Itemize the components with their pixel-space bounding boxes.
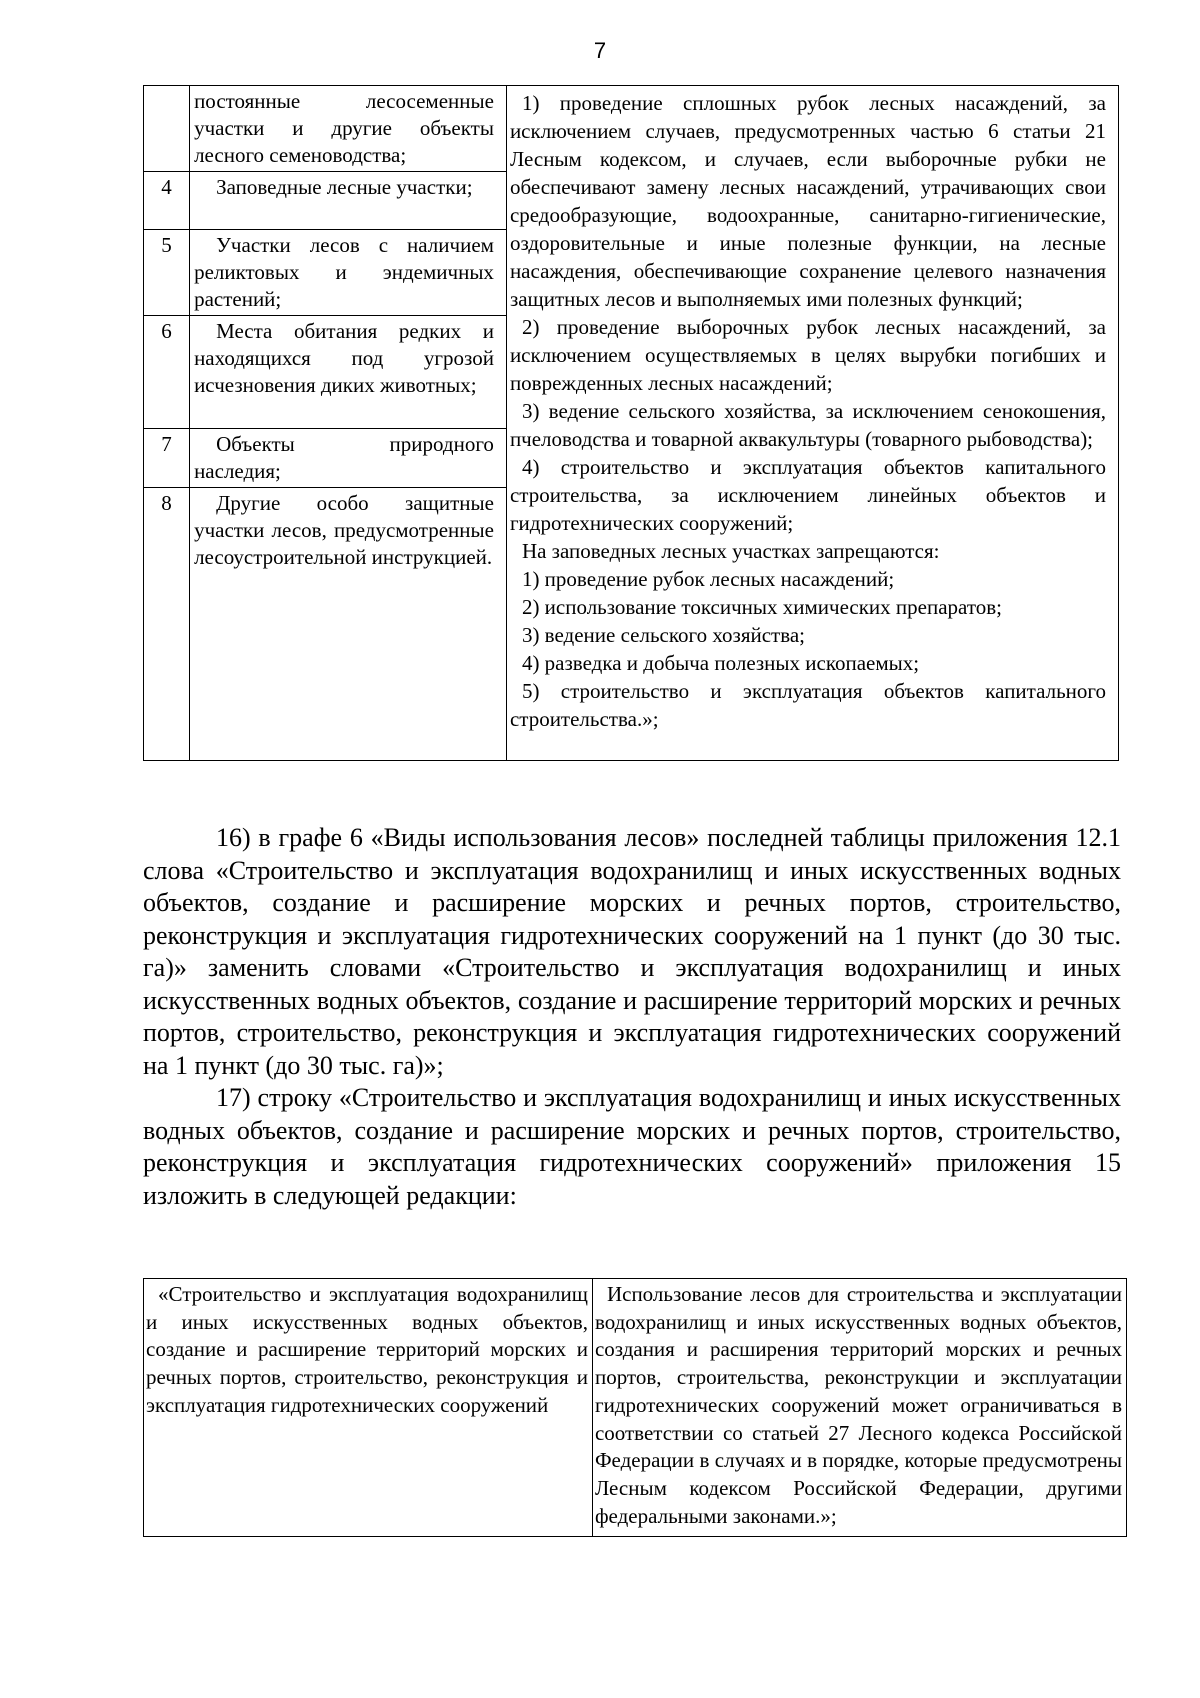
row-number: 4 xyxy=(144,172,190,230)
restriction-item: 4) строительство и эксплуатация объектов капитального строительства, за исключением линейных объектов и гидротехнических сооружений; xyxy=(509,455,1106,535)
object-cell: Заповедные лесные участки; xyxy=(190,172,507,230)
forest-objects-table xyxy=(143,85,1119,761)
paragraph-16: 16) в графе 6 «Виды использования лесов» последней таблицы приложения 12.1 слова «Строительство и эксплуатация водохранилищ и иных искусственных водных объектов, создание и расширение морских и речных портов, строительство, реконструкция и эксплуатация гидротехнических сооружений на 1 пункт (до 30 тыс. га)» заменить словами «Строительство и эксплуатация водохранилищ и иных искусственных водных объектов, создание и расширение территорий морских и речных портов, строительство, реконструкция и эксплуатация гидротехнических сооружений на 1 пункт (до 30 тыс. га)»; xyxy=(143,823,1121,1080)
restriction-item: 3) ведение сельского хозяйства; xyxy=(521,623,806,647)
restriction-item: 1) проведение рубок лесных насаждений; xyxy=(521,567,895,591)
restriction-item: 2) проведение выборочных рубок лесных насаждений, за исключением осуществляемых в целях вырубки погибших и поврежденных лесных насаждений; xyxy=(509,315,1106,395)
object-cell: постоянные лесосеменные участки и другие объекты лесного семеноводства; xyxy=(190,86,507,172)
table-row xyxy=(144,1279,1127,1537)
restrictions-cell xyxy=(506,86,1118,761)
amendment-text xyxy=(143,822,1121,1212)
restriction-item: 3) ведение сельского хозяйства, за исключением сенокошения, пчеловодства и товарной аквакультуры (товарного рыбоводства); xyxy=(509,399,1106,451)
row-number xyxy=(144,86,190,172)
row-number: 5 xyxy=(144,230,190,316)
row-number: 7 xyxy=(144,429,190,488)
object-cell: Места обитания редких и находящихся под угрозой исчезновения диких животных; xyxy=(190,316,507,429)
restriction-description-cell: Использование лесов для строительства и эксплуатации водохранилищ и иных искусственных водных объектов, создания и расширения территорий морских и речных портов, строительства, реконструкции и эксплуатации гидротехнических сооружений может ограничиваться в соответствии со статьей 27 Лесного кодекса Российской Федерации в случаях и в порядке, которые предусмотрены Лесным кодексом Российской Федерации, другими федеральными законами.»; xyxy=(592,1279,1126,1537)
object-cell: Другие особо защитные участки лесов, предусмотренные лесоустроительной инструкцией. xyxy=(190,488,507,761)
object-cell: Объекты природного наследия; xyxy=(190,429,507,488)
restriction-item: 5) строительство и эксплуатация объектов капитального строительства.»; xyxy=(509,679,1106,731)
row-number: 8 xyxy=(144,488,190,761)
restriction-item: 1) проведение сплошных рубок лесных насаждений, за исключением случаев, предусмотренных частью 6 статьи 21 Лесным кодексом, и случаев, если выборочные рубки не обеспечивают замену лесных насаждений, утрачивающих свои средообразующие, водоохранные, санитарно-гигиенические, оздоровительные и иные полезные функции, на лесные насаждения, обеспечивающие сохранение целевого назначения защитных лесов и выполняемых ими полезных функций; xyxy=(509,91,1106,311)
restriction-heading: На заповедных лесных участках запрещаются: xyxy=(521,539,940,563)
activity-cell: «Строительство и эксплуатация водохранилищ и иных искусственных водных объектов, создание и расширение территорий морских и речных портов, строительство, реконструкция и эксплуатация гидротехнических сооружений xyxy=(144,1279,593,1537)
object-cell: Участки лесов с наличием реликтовых и эндемичных растений; xyxy=(190,230,507,316)
page-number: 7 xyxy=(593,38,607,63)
paragraph-17: 17) строку «Строительство и эксплуатация водохранилищ и иных искусственных водных объектов, создание и расширение морских и речных портов, строительство, реконструкция и эксплуатация гидротехнических сооружений» приложения 15 изложить в следующей редакции: xyxy=(143,1083,1121,1210)
restriction-item: 4) разведка и добыча полезных ископаемых; xyxy=(521,651,920,675)
table-row xyxy=(144,86,1119,172)
restriction-item: 2) использование токсичных химических препаратов; xyxy=(521,595,1002,619)
replacement-table xyxy=(143,1278,1127,1537)
row-number: 6 xyxy=(144,316,190,429)
